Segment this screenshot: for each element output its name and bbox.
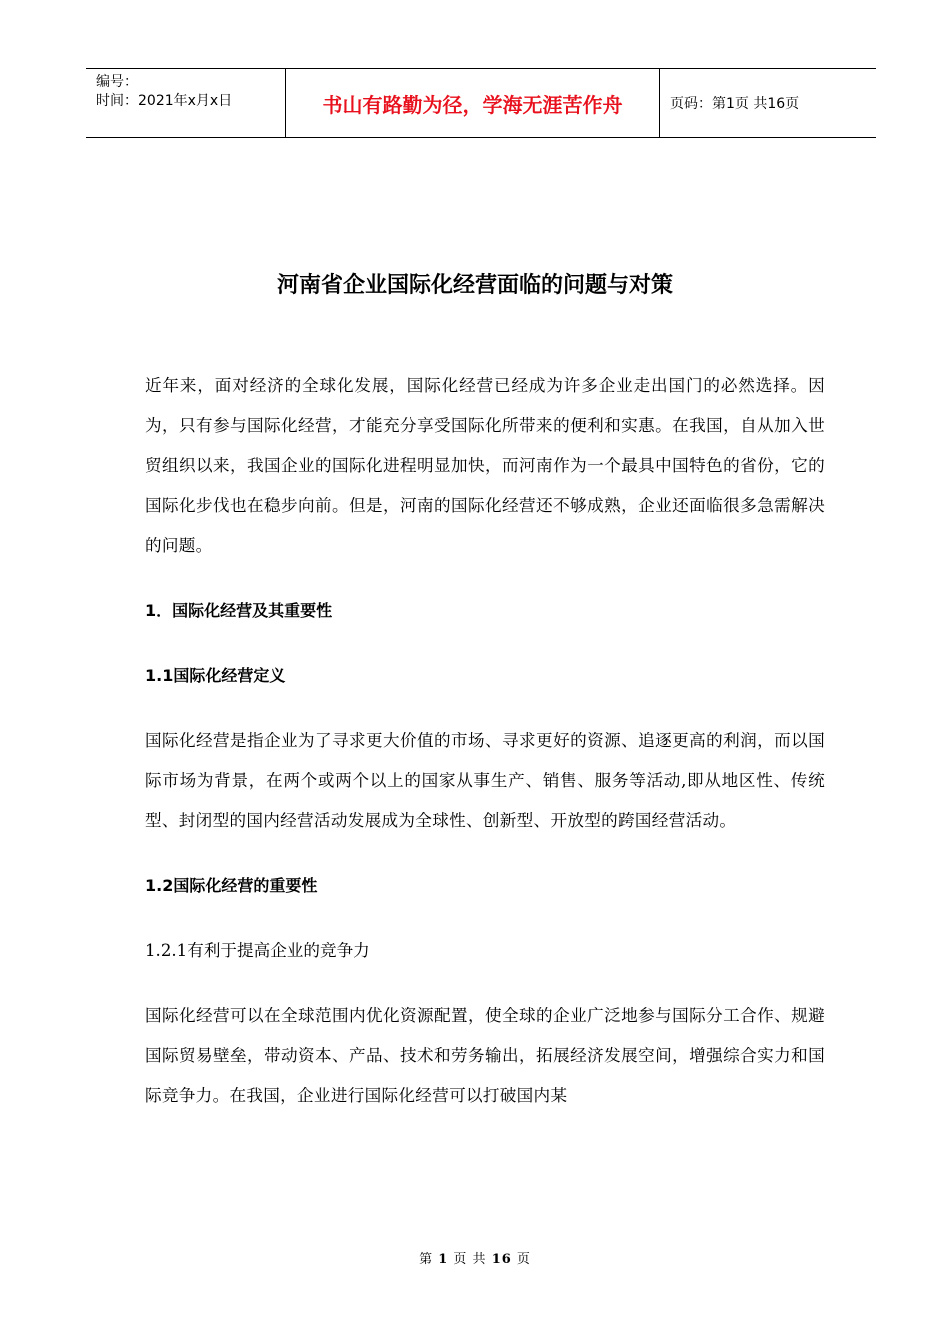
footer-page-number: 1	[438, 1252, 449, 1267]
header-meta	[86, 69, 286, 137]
page-footer	[0, 1248, 950, 1267]
section-1-1-heading: 1.1国际化经营定义	[145, 666, 286, 685]
header-motto: 书山有路勤为径，学海无涯苦作舟	[286, 69, 660, 137]
section-1-2-1-paragraph: 国际化经营可以在全球范围内优化资源配置，使全球的企业广泛地参与国际分工合作、规避国际贸易壁垒，带动资本、产品、技术和劳务输出，拓展经济发展空间，增强综合实力和国际竞争力。在我国，企业进行国际化经营可以打破国内某	[145, 1006, 825, 1105]
intro-paragraph: 近年来，面对经济的全球化发展，国际化经营已经成为许多企业走出国门的必然选择。因为，只有参与国际化经营，才能充分享受国际化所带来的便利和实惠。在我国，自从加入世贸组织以来，我国企业的国际化进程明显加快，而河南作为一个最具中国特色的省份，它的国际化步伐也在稳步向前。但是，河南的国际化经营还不够成熟，企业还面临很多急需解决的问题。	[145, 376, 825, 555]
time-label: 时间：2021年x月x日	[96, 93, 233, 109]
header-page-label: 页码：第1页 共16页	[670, 96, 800, 112]
section-1-1-paragraph: 国际化经营是指企业为了寻求更大价值的市场、寻求更好的资源、追逐更高的利润，而以国际市场为背景，在两个或两个以上的国家从事生产、销售、服务等活动,即从地区性、传统型、封闭型的国内经营活动发展成为全球性、创新型、开放型的跨国经营活动。	[145, 731, 825, 830]
footer-prefix: 第	[419, 1252, 434, 1267]
serial-label: 编号：	[96, 74, 138, 90]
footer-suffix: 页	[516, 1252, 531, 1267]
footer-middle: 页 共	[453, 1252, 487, 1267]
footer-total-pages: 16	[491, 1252, 512, 1267]
page-header	[86, 68, 876, 138]
document-title: 河南省企业国际化经营面临的问题与对策	[276, 273, 673, 298]
section-1-2-1-heading: 1.2.1有利于提高企业的竞争力	[145, 941, 370, 960]
document-body	[145, 366, 825, 1141]
section-1-heading: 1．国际化经营及其重要性	[145, 601, 333, 620]
section-1-2-heading: 1.2国际化经营的重要性	[145, 876, 318, 895]
